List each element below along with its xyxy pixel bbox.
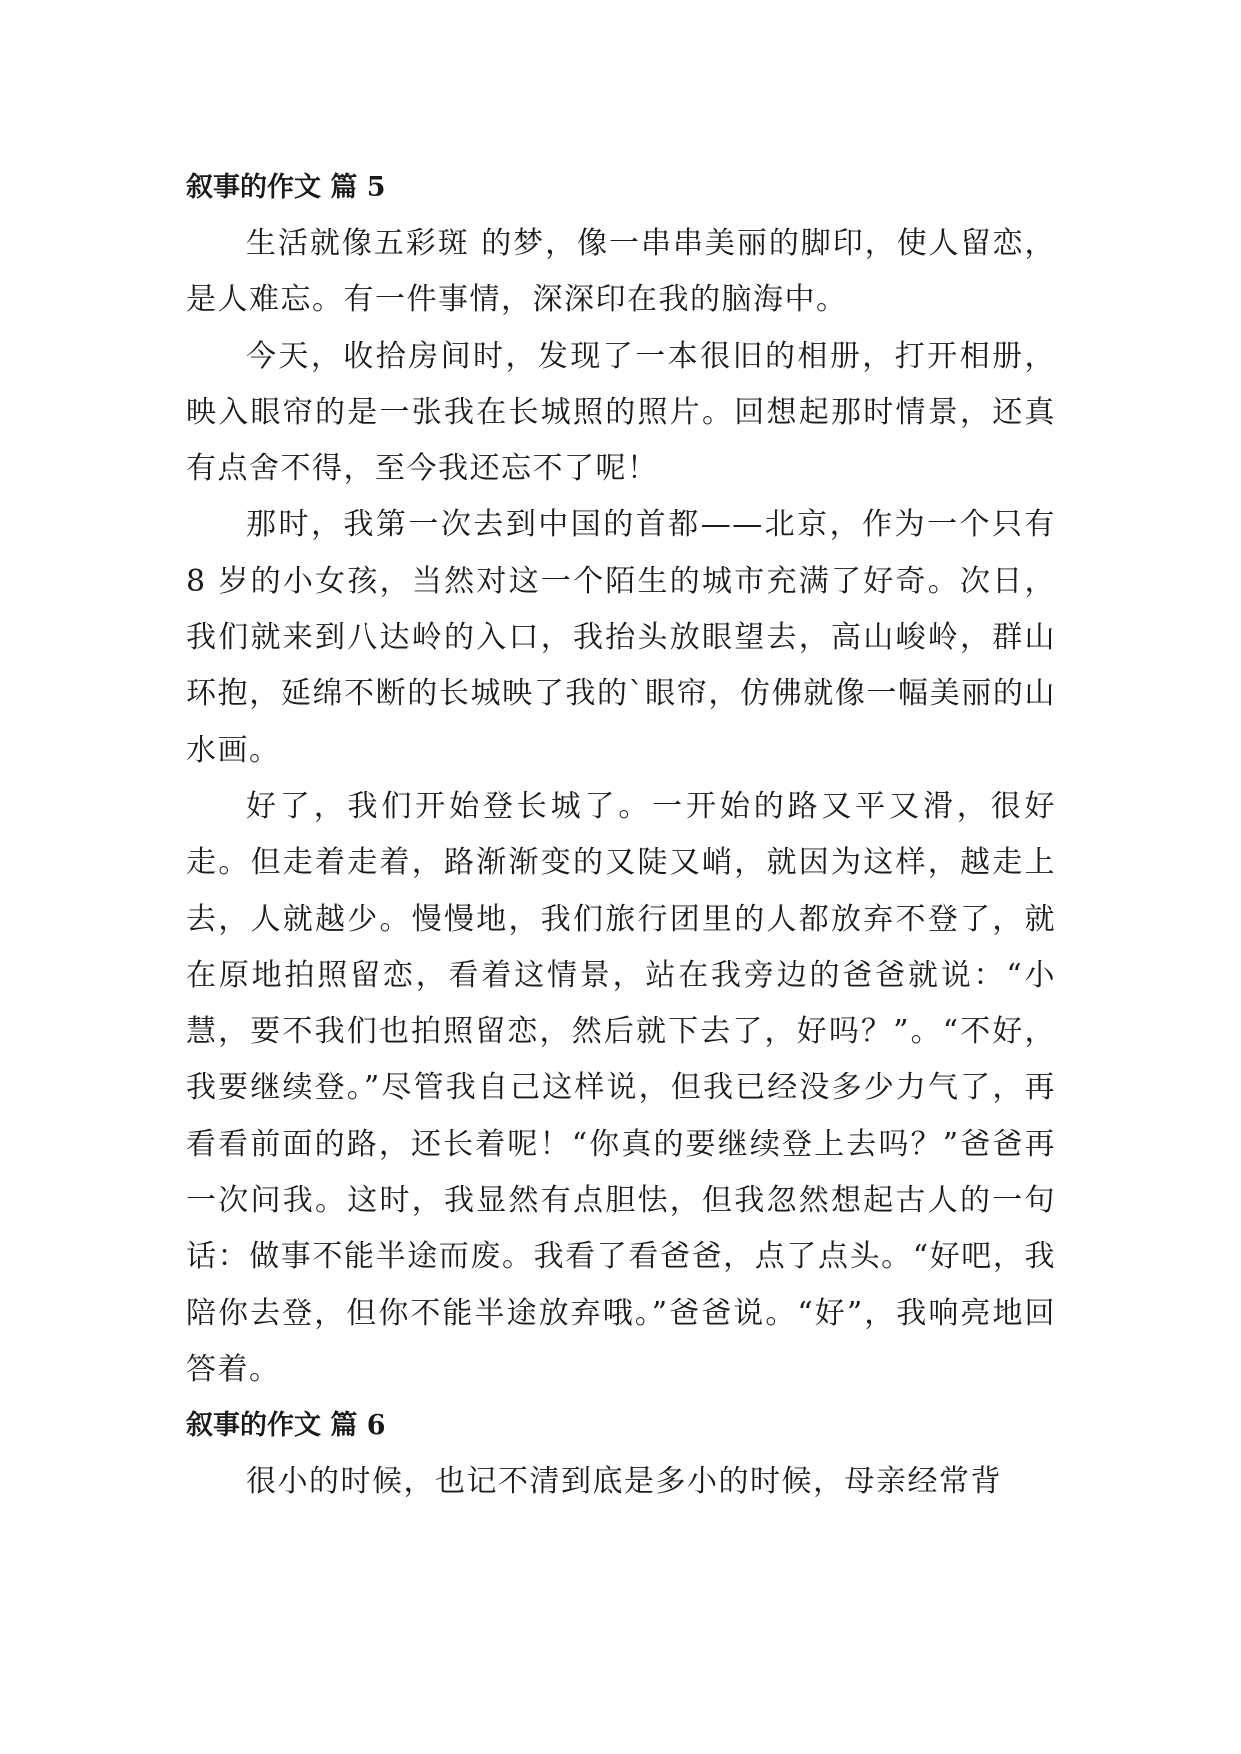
section-5-paragraph-4: 好了，我们开始登长城了。一开始的路又平又滑，很好走。但走着走着，路渐渐变的又陡又峭，就因为这样，越走上去，人就越少。慢慢地，我们旅行团里的人都放弃不登了，就在原地拍照留恋，看着这情景，站在我旁边的爸爸就说：“小慧，要不我们也拍照留恋，然后就下去了，好吗？”。“不好，我要继续登。”尽管我自己这样说，但我已经没多少力气了，再看看前面的路，还长着呢！“你真的要继续登上去吗？”爸爸再一次问我。这时，我显然有点胆怯，但我忽然想起古人的一句话：做事不能半途而废。我看了看爸爸，点了点头。“好吧，我陪你去登，但你不能半途放弃哦。”爸爸说。“好”，我响亮地回答着。 (186, 788, 1056, 1387)
section-6-title: 叙事的作文 篇 6 (186, 1410, 386, 1442)
document-page (186, 160, 1056, 1511)
section-5-paragraph-1: 生活就像五彩斑 的梦，像一串串美丽的脚印，使人留恋，是人难忘。有一件事情，深深印在我的脑海中。 (186, 226, 1056, 318)
section-5-paragraph-2: 今天，收拾房间时，发现了一本很旧的相册，打开相册，映入眼帘的是一张我在长城照的照片。回想起那时情景，还真有点舍不得，至今我还忘不了呢！ (186, 338, 1056, 487)
section-5-title: 叙事的作文 篇 5 (186, 172, 386, 203)
section-5-paragraph-3: 那时，我第一次去到中国的首都——北京，作为一个只有 8 岁的小女孩，当然对这一个陌生的城市充满了好奇。次日，我们就来到八达岭的入口，我抬头放眼望去，高山峻岭，群山环抱，延绵不断的长城映了我的`眼帘，仿佛就像一幅美丽的山水画。 (186, 507, 1056, 768)
section-6-paragraph-1: 很小的时候，也记不清到底是多小的时候，母亲经常背 (246, 1464, 1002, 1500)
